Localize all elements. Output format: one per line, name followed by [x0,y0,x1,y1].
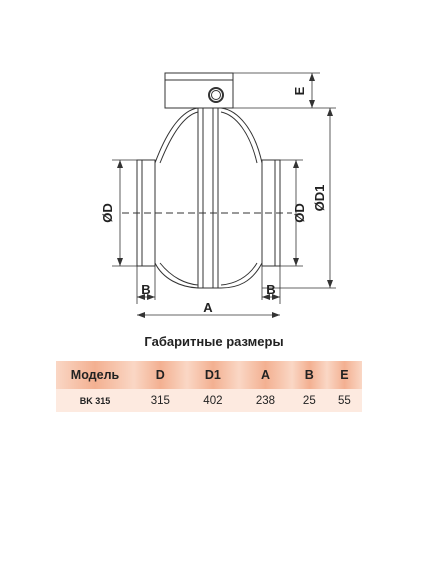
label-a: A [203,300,213,315]
cell-b: 25 [292,389,327,412]
header-d1: D1 [187,361,240,389]
label-b-right: B [266,282,276,297]
header-model: Модель [56,361,134,389]
header-d: D [134,361,187,389]
label-e: E [292,86,307,96]
cell-d: 315 [134,389,187,412]
table-row [56,389,362,412]
cell-model: BK 315 [56,389,134,412]
section-title: Габаритные размеры [144,334,284,349]
header-e: E [327,361,362,389]
label-b-left: B [141,282,151,297]
table-header-row [56,361,362,389]
label-d-left: ØD [100,203,115,223]
cell-e: 55 [327,389,362,412]
cell-d1: 402 [187,389,240,412]
header-a: A [239,361,292,389]
terminal-box [165,73,233,108]
label-d-right: ØD [292,203,307,223]
header-b: B [292,361,327,389]
motor-flange [198,108,218,288]
dimensions-table [56,361,362,412]
cell-a: 238 [239,389,292,412]
label-d1: ØD1 [312,184,327,212]
